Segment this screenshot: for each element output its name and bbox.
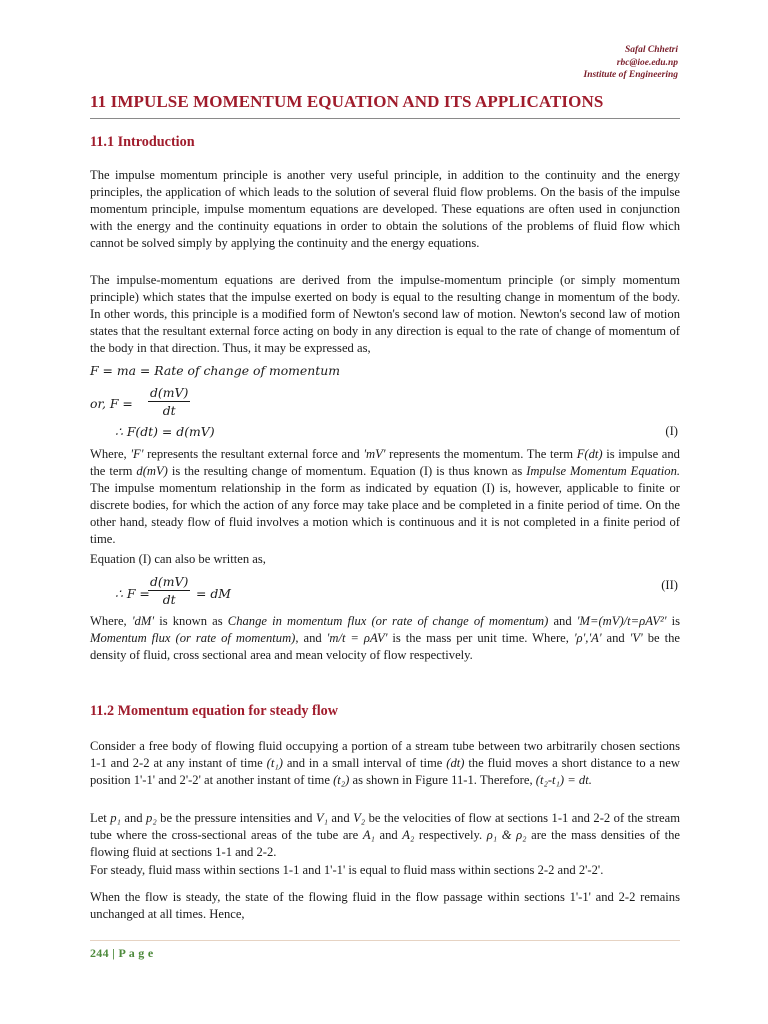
equation-newton: F = ma = Rate of change of momentum [90, 363, 340, 378]
fraction-denominator: dt [162, 592, 176, 607]
equation-flux-lhs: ∴ F = [115, 586, 150, 601]
fraction-numerator: d(mV) [150, 385, 189, 400]
intro-paragraph-1: The impulse momentum principle is another very useful principle, in addition to the continuity and the energy principles, the application of which leads to the solution of several fluid flow problems. On the basis of the impulse momentum principle, impulse momentum equations are developed. These equations are often used in conjunction with the energy and the continuity equations in order to obtain the solutions of the problems of fluid flow which cannot be solved simply by applying the continuity and the energy equations. [90, 168, 680, 250]
section-heading-momentum-steady-flow: 11.2 Momentum equation for steady flow [90, 703, 339, 719]
section-heading-introduction: 11.1 Introduction [90, 134, 195, 150]
fraction-numerator: d(mV) [150, 574, 189, 589]
equation-flux-fraction [148, 574, 190, 607]
equation-force-lhs: or, F = [90, 396, 133, 411]
header-email: rbc@ioe.edu.np [616, 57, 678, 68]
fraction-denominator: dt [162, 403, 176, 418]
intro-paragraph-3: Where, 'F' represents the resultant external force and 'mV' represents the momentum. The term F(dt) is impulse and the term d(mV) is the resulting change of momentum. Equation (I) is thus known as Impulse Momentum Equation. The impulse momentum relationship in the form as indicated by equation (I) is, however, applicable to finite or discrete bodies, for which the action of any force may take place and be completed in a finite period of time. On the other hand, steady flow of fluid involves a motion which is continuous and it is not completed in a finite period of time. [90, 447, 681, 546]
equation-force-fraction [148, 385, 190, 418]
intro-paragraph-2: The impulse-momentum equations are derived from the impulse-momentum principle (or simply momentum principle) which states that the impulse exerted on body is equal to the resulting change in momentum of the body. In other words, this principle is a modified form of Newton's second law of motion. Newton's second law of motion states that the resultant external force acting on body in any direction is equal to the rate of change of momentum of the body in that direction. Thus, it may be expressed as, [90, 273, 680, 355]
equation-number-1: (I) [665, 424, 678, 438]
header-institute: Institute of Engineering [583, 70, 678, 80]
steady-flow-paragraph-1: Consider a free body of flowing fluid occupying a portion of a stream tube between two arbitrarily chosen sections 1-1 and 2-2 at any instant of time (t₁) and in a small interval of time (dt) the fluid moves a short distance to a new position 1'-1' and 2'-2' at another instant of time (t₂) as shown in Figure 11-1. Therefore, (t₂-t₁) = dt. [90, 739, 680, 787]
equation-flux-rhs: = dM [196, 586, 231, 601]
intro-paragraph-5: Where, 'dM' is known as Change in momentum flux (or rate of change of momentum) and 'M=(mV)/t=ρAV²' is Momentum flux (or rate of momentum), and 'm/t = ρAV' is the mass per unit time. Where, 'ρ','A' and 'V' be the density of fluid, cross sectional area and mean velocity of flow respectively. [90, 614, 680, 662]
steady-flow-paragraph-4: When the flow is steady, the state of the flowing fluid in the flow passage within sections 1'-1' and 2-2 remains unchanged at all times. Hence, [90, 890, 680, 921]
page-number: 244 | P a g e [90, 946, 154, 960]
equation-number-2: (II) [661, 578, 678, 592]
page-header [584, 44, 679, 82]
steady-flow-paragraph-3: For steady, fluid mass within sections 1-1 and 1'-1' is equal to fluid mass within sections 2-2 and 2'-2'. [90, 863, 604, 877]
intro-paragraph-4: Equation (I) can also be written as, [90, 552, 266, 566]
equation-impulse: ∴ F(dt) = d(mV) [115, 424, 215, 439]
chapter-title: 11 IMPULSE MOMENTUM EQUATION AND ITS APPLICATIONS [90, 92, 604, 111]
steady-flow-paragraph-2: Let p₁ and p₂ be the pressure intensities and V₁ and V₂ be the velocities of flow at sections 1-1 and 2-2 of the stream tube where the cross-sectional areas of the tube are A₁ and A₂ respectively. ρ₁ & ρ₂ are the mass densities of the flowing fluid at sections 1-1 and 2-2. [90, 811, 680, 859]
header-author: Safal Chhetri [624, 45, 678, 55]
title-divider [90, 118, 680, 119]
footer-divider [90, 940, 680, 941]
